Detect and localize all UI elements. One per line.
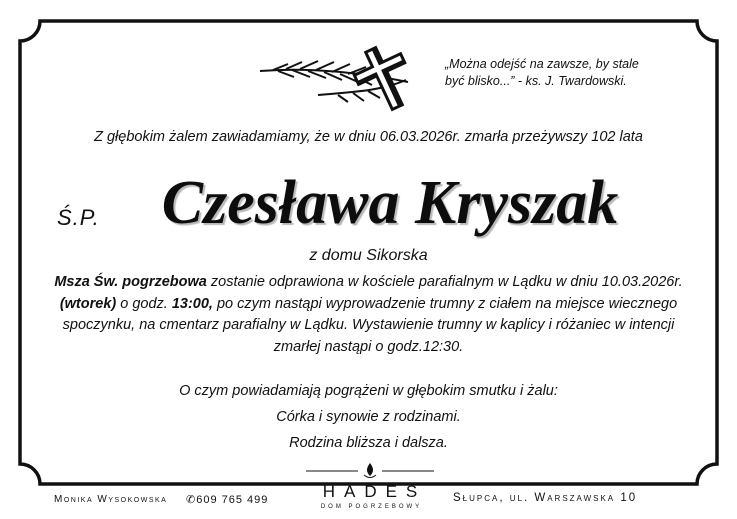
weekday: (wtorek) bbox=[59, 295, 117, 312]
mourners-line-3: Rodzina bliższa i dalsza. bbox=[289, 435, 448, 451]
mass-label: Msza Św. pogrzebowa bbox=[54, 274, 207, 290]
quote-line-2: być blisko...” - ks. J. Twardowski. bbox=[445, 74, 627, 88]
cross-with-palm-icon bbox=[258, 40, 438, 115]
mourners-line-2: Córka i synowie z rodzinami. bbox=[276, 409, 461, 425]
quote bbox=[445, 56, 675, 90]
brand-subtitle: DOM POGRZEBOWY bbox=[320, 504, 423, 510]
logo-divider-icon bbox=[300, 460, 440, 482]
deceased-name: Czesława Kryszak bbox=[161, 169, 619, 237]
address: Słupca, ul. Warszawska 10 bbox=[453, 492, 638, 504]
ceremony-text-2: o godz. bbox=[116, 295, 172, 312]
ceremony-paragraph bbox=[40, 272, 697, 358]
brand-name: HADES bbox=[322, 482, 427, 501]
intro-text: Z głębokim żalem zawiadamiamy, że w dniu 06.03.2026r. zmarła przeżywszy 102 lata bbox=[94, 129, 643, 145]
quote-line-1: „Można odejść na zawsze, by stale bbox=[445, 57, 639, 71]
mourners-line-1: O czym powiadamiają pogrążeni w głębokim smutku i żalu: bbox=[179, 383, 558, 399]
ceremony-text-1: zostanie odprawiona w kościele parafialnym w Lądku w dniu 10.03.2026r. bbox=[206, 274, 683, 290]
prefix-sp: Ś.P. bbox=[57, 205, 100, 230]
ceremony-time: 13:00, bbox=[171, 295, 213, 312]
contact-name: Monika Wysokowska bbox=[54, 494, 168, 505]
ceremony-text-3: po czym nastąpi wyprowadzenie trumny z ciałem na miejsce wiecznego spoczynku, na cmentarz parafialny w Lądku. Wystawienie trumny w kaplicy i różaniec w intencji zmarłej nastąpi o godz.12:30. bbox=[62, 295, 678, 355]
contact-phone: ✆609 765 499 bbox=[186, 494, 269, 506]
maiden-name: z domu Sikorska bbox=[309, 247, 428, 264]
